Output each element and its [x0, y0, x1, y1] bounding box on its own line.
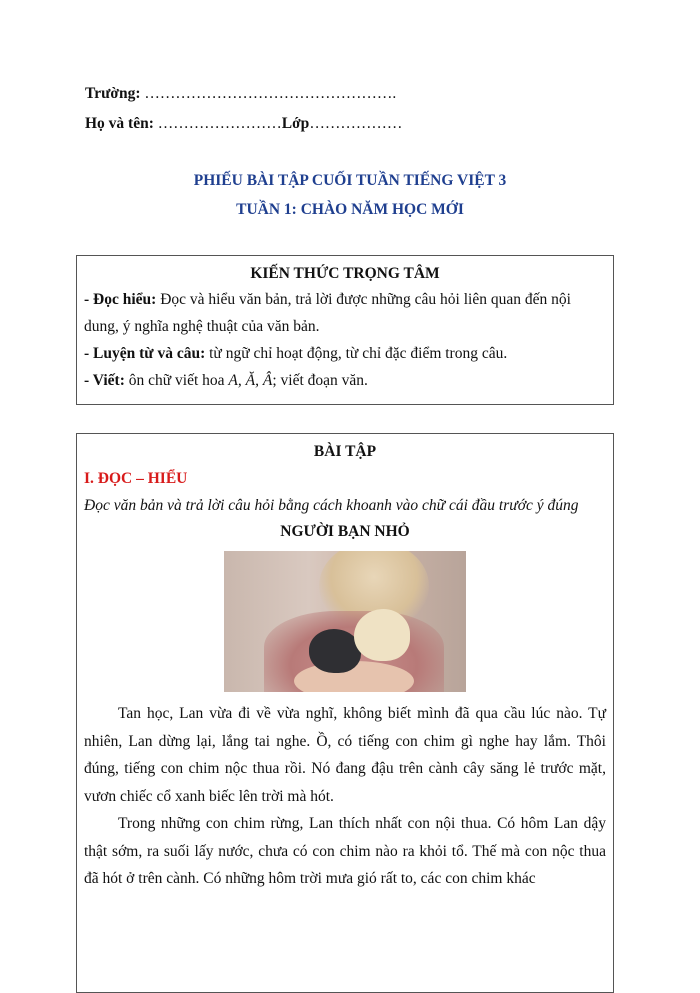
- photo-yellow-chick: [354, 609, 410, 661]
- exercise-heading: BÀI TẬP: [313, 443, 377, 460]
- story-paragraph-2: Trong những con chim rừng, Lan thích nhất con nội thua. Có hôm Lan dậy thật sớm, ra suối lấy nước, chưa có con chim nào ra khỏi tổ. Thế mà con nộc thua đã hót ở trên cành. Có những hôm trời mưa gió rất to, các con chim khác: [84, 815, 606, 887]
- writing-text-a: ôn chữ viết hoa: [124, 372, 229, 389]
- school-dots: ………………………………………….: [140, 85, 397, 102]
- reading-text: Đọc và hiểu văn bản, trả lời được những câu hỏi liên quan đến nội dung, ý nghĩa nghệ thuật của văn bản.: [84, 291, 571, 335]
- writing-text-b: ; viết đoạn văn.: [272, 372, 368, 389]
- name-label: Họ và tên:: [85, 115, 154, 132]
- writing-label: - Viết:: [84, 372, 125, 389]
- knowledge-heading: KIẾN THỨC TRỌNG TÂM: [250, 265, 440, 282]
- knowledge-box: [76, 255, 614, 405]
- class-dots: ………………: [309, 115, 403, 132]
- exercise-box: [76, 433, 614, 993]
- reading-label: - Đọc hiểu:: [84, 291, 157, 308]
- school-field: [85, 85, 396, 103]
- story-paragraph-1: Tan học, Lan vừa đi về vừa nghĩ, không biết mình đã qua cầu lúc nào. Tự nhiên, Lan dừng lại, lắng tai nghe. Ồ, có tiếng con chim gì nghe hay lắm. Thôi đúng, tiếng con chim nộc thua rồi. Nó đang đậu trên cành cây săng lẻ trước mặt, vươn chiếc cổ xanh biếc lên trời mà hót.: [84, 705, 606, 805]
- name-class-field: [85, 115, 402, 133]
- vocabulary-text: từ ngữ chỉ hoạt động, từ chỉ đặc điểm trong câu.: [205, 345, 508, 362]
- school-label: Trường:: [85, 85, 141, 102]
- girl-with-chicks-photo: [224, 551, 466, 692]
- knowledge-item-vocabulary: [84, 340, 606, 367]
- worksheet-title: PHIẾU BÀI TẬP CUỐI TUẦN TIẾNG VIỆT 3: [193, 172, 507, 189]
- section-reading-title: I. ĐỌC – HIỂU: [84, 470, 188, 487]
- writing-letters: A, Ă, Â: [228, 372, 273, 389]
- week-title: TUẦN 1: CHÀO NĂM HỌC MỚI: [236, 201, 464, 218]
- story-title: NGƯỜI BẠN NHỎ: [280, 523, 410, 540]
- knowledge-item-reading: [84, 286, 606, 340]
- vocabulary-label: - Luyện từ và câu:: [84, 345, 206, 362]
- name-dots: ……………………: [153, 115, 282, 132]
- instruction-text: Đọc văn bản và trả lời câu hỏi bằng cách khoanh vào chữ cái đầu trước ý đúng: [84, 497, 579, 514]
- knowledge-item-writing: [84, 367, 606, 394]
- class-label: Lớp: [281, 115, 310, 132]
